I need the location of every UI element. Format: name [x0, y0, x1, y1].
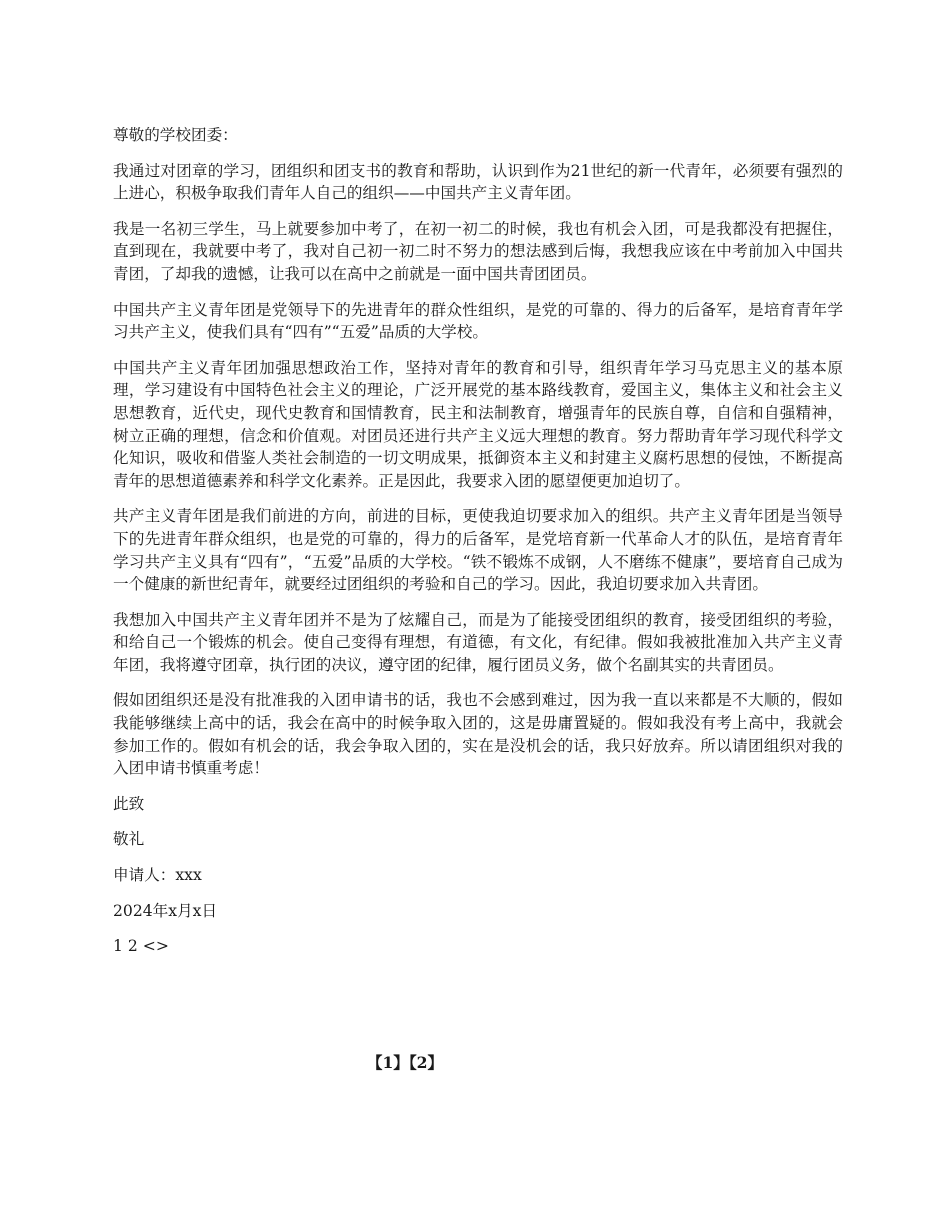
- pagination: [0, 1052, 950, 1074]
- paragraph: 我是一名初三学生，马上就要参加中考了，在初一初二的时候，我也有机会入团，可是我都没有把握住，直到现在，我就要中考了，我对自己初一初二时不努力的想法感到后悔，我想我应该在中考前加入中国共青团，了却我的遗憾，让我可以在高中之前就是一面中国共青团团员。: [113, 219, 843, 283]
- page-nav-arrows[interactable]: <>: [142, 937, 169, 956]
- page-link-1[interactable]: 1: [113, 937, 123, 956]
- paragraph: 共产主义青年团是我们前进的方向，前进的目标，更使我迫切要求加入的组织。共产主义青年团是当领导下的先进青年群众组织，也是党的可靠的，得力的后备军，是党培育新一代革命人才的队伍，是培育青年学习共产主义具有“四有”，“五爱”品质的大学校。“铁不锻炼不成钢，人不磨练不健康”，要培育自己成为一个健康的新世纪青年，就要经过团组织的考验和自己的学习。因此，我迫切要求加入共青团。: [113, 507, 843, 594]
- paragraph: 假如团组织还是没有批准我的入团申请书的话，我也不会感到难过，因为我一直以来都是不大顺的，假如我能够继续上高中的话，我会在高中的时候争取入团的，这是毋庸置疑的。假如我没有考上高中，我就会参加工作的。假如有机会的话，我会争取入团的，实在是没机会的话，我只好放弃。所以请团组织对我的入团申请书慎重考虑！: [113, 691, 843, 778]
- letter-date: 2024年x月x日: [113, 901, 218, 920]
- closing-salute: 敬礼: [113, 830, 145, 849]
- salutation: 尊敬的学校团委：: [113, 126, 238, 144]
- page-links: [113, 935, 843, 958]
- paragraph: 我通过对团章的学习，团组织和团支书的教育和帮助，认识到作为21世纪的新一代青年，必须要有强烈的上进心，积极争取我们青年人自己的组织——中国共产主义青年团。: [113, 161, 843, 203]
- letter-body: [113, 124, 843, 958]
- closing-greeting: 此致: [113, 794, 145, 813]
- page-link-2[interactable]: 2: [127, 937, 138, 956]
- pagination-page-1[interactable]: 【1】: [366, 1053, 409, 1072]
- pagination-page-2[interactable]: 【2】: [408, 1053, 444, 1072]
- paragraph: 中国共产主义青年团加强思想政治工作，坚持对青年的教育和引导，组织青年学习马克思主义的基本原理，学习建设有中国特色社会主义的理论，广泛开展党的基本路线教育，爱国主义，集体主义和社会主义思想教育，近代史，现代史教育和国情教育，民主和法制教育，增强青年的民族自尊，自信和自强精神，树立正确的理想，信念和价值观。对团员还进行共产主义远大理想的教育。努力帮助青年学习现代科学文化知识，吸收和借鉴人类社会制造的一切文明成果，抵御资本主义和封建主义腐朽思想的侵蚀，不断提高青年的思想道德素养和科学文化素养。正是因此，我要求入团的愿望便更加迫切了。: [113, 358, 843, 490]
- paragraph: 我想加入中国共产主义青年团并不是为了炫耀自己，而是为了能接受团组织的教育，接受团组织的考验，和给自己一个锻炼的机会。使自己变得有理想，有道德，有文化，有纪律。假如我被批准加入共产主义青年团，我将遵守团章，执行团的决议，遵守团的纪律，履行团员义务，做个名副其实的共青团员。: [113, 610, 843, 674]
- paragraph: 中国共产主义青年团是党领导下的先进青年的群众性组织，是党的可靠的、得力的后备军，是培育青年学习共产主义，使我们具有“四有”“五爱”品质的大学校。: [113, 300, 843, 342]
- applicant-signature: 申请人：xxx: [113, 866, 202, 885]
